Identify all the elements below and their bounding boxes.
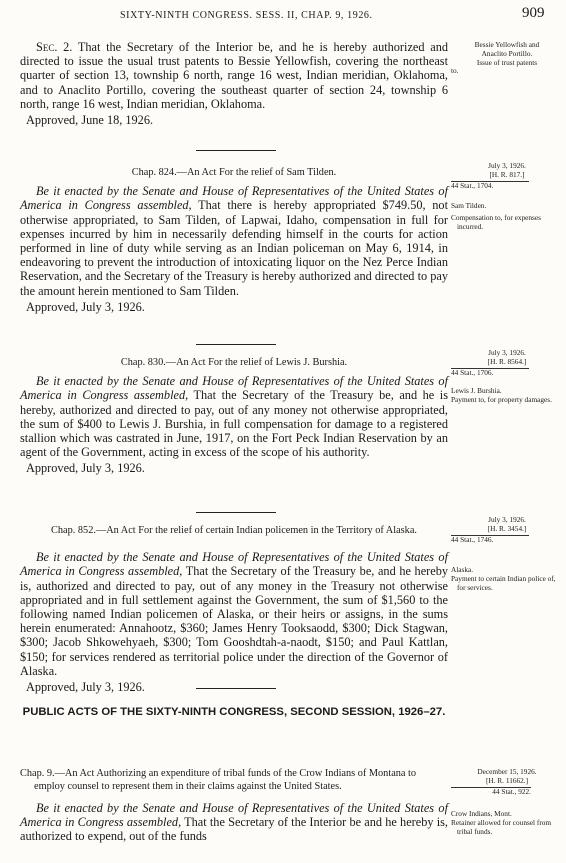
approval-date: Approved, June 18, 1926. <box>26 113 154 128</box>
divider-rule <box>196 344 276 345</box>
margin-subject: Alaska. <box>451 565 474 575</box>
enacting-clause: Be it enacted by the Senate and House of Representatives of the United States of America in Congress assembled, <box>20 801 448 830</box>
margin-note-chapter-824 <box>451 162 563 232</box>
chapter-text <box>20 550 448 678</box>
chapter-title: Chap. 9.—An Act Authorizing an expenditure of tribal funds of the Crow Indians of Montana to employ counsel to represent them in their claims against the United States. <box>20 768 417 792</box>
chapter-text <box>20 801 448 844</box>
margin-line: Anaclito Portillo. <box>481 48 533 58</box>
section-2-body: That the Secretary of the Interior be, and he is hereby authorized and directed to issue the usual trust patents to Bessie Yellowfish, covering the northeast quarter of section 13, township 6 north, range 16 west, Indian meridian, Oklahoma, and to Anaclito Portillo, covering the southeast quarter of section 24, township 6 north, range 16 west, Indian meridian, Oklahoma. <box>20 40 448 111</box>
margin-subject: Lewis J. Burshia. <box>451 386 502 396</box>
divider-rule <box>196 512 276 513</box>
enacting-clause: Be it enacted by the Senate and House of Representatives of the United States of America in Congress assembled, <box>20 550 448 579</box>
running-head: SIXTY-NINTH CONGRESS. SESS. II, CHAP. 9, 1926. <box>120 10 373 21</box>
margin-subject: Sam Tilden. <box>451 201 487 211</box>
margin-note: Payment to certain Indian police of, for services. <box>451 574 556 592</box>
margin-note-chapter-9 <box>451 768 563 837</box>
margin-note-section-2 <box>451 41 563 76</box>
approval-date: Approved, July 3, 1926. <box>26 680 145 695</box>
margin-date: July 3, 1926. <box>488 161 526 170</box>
chapter-title: Chap. 824.—An Act For the relief of Sam Tilden. <box>131 167 337 178</box>
margin-line: Issue of trust patents <box>476 57 538 67</box>
margin-date: July 3, 1926. <box>488 515 526 524</box>
margin-stat-citation: 44 Stat., 1706. <box>451 368 529 378</box>
page-number: 909 <box>522 5 545 21</box>
chapter-830 <box>20 356 448 476</box>
margin-stat-citation: 44 Stat., 1746. <box>451 535 529 545</box>
chapter-body: That the Secretary of the Treasury be, and he is hereby, authorized and directed to pay, out of any money not otherwise appropriated, the sum of $400 to Lewis J. Burshia, in full compensation for damage to a registered stallion which was castrated in June, 1917, on the Fort Peck Indian Reservation by an agent of the Government, acting in excess of the scope of his authority. <box>20 388 448 460</box>
margin-note: Retainer allowed for counsel from tribal funds. <box>451 818 552 836</box>
margin-stat-citation: 44 Stat., 922. <box>451 787 531 797</box>
margin-note: Payment to, for property damages. <box>451 395 552 405</box>
chapter-body: That the Secretary of the Interior be and he hereby is, authorized to expend, out of the funds <box>20 815 448 844</box>
approval-date: Approved, July 3, 1926. <box>26 299 145 314</box>
margin-note-chapter-852 <box>451 516 563 593</box>
chapter-852 <box>20 524 448 694</box>
section-2-text <box>20 40 448 111</box>
margin-line: to. <box>451 66 459 76</box>
chapter-text <box>20 184 448 298</box>
section-2 <box>20 40 448 127</box>
chapter-824 <box>20 166 448 314</box>
margin-bill-number: [H. R. 8564.] <box>487 356 527 366</box>
chapter-title: Chap. 852.—An Act For the relief of certain Indian policemen in the Territory of Alaska. <box>51 525 417 536</box>
section-label: Sec. 2. <box>36 40 73 54</box>
approval-date: Approved, July 3, 1926. <box>26 461 145 476</box>
chapter-body: That there is hereby appropriated $749.50, not otherwise appropriated, to Sam Tilden, of Lapwai, Idaho, compensation in full for expenses incurred by him in necessarily defending himself in the courts for action performed in line of duty while serving as an Indian policeman on May 6, 1914, in endeavoring to prevent the introduction of intoxicating liquor on the Nez Perce Indian Reservation, and the Secretary of the Treasury is hereby authorized and directed to pay the amount herein mentioned to Sam Tilden. <box>20 198 448 298</box>
chapter-title: Chap. 830.—An Act For the relief of Lewis J. Burshia. <box>120 357 348 368</box>
margin-note: Compensation to, for expenses incurred. <box>451 213 541 231</box>
chapter-9 <box>20 768 448 844</box>
divider-rule <box>196 688 276 689</box>
running-header <box>0 4 566 24</box>
divider-rule <box>196 150 276 151</box>
margin-bill-number: [H. R. 11662.] <box>485 775 529 785</box>
margin-bill-number: [H. R. 817.] <box>489 169 525 179</box>
chapter-text <box>20 374 448 459</box>
public-acts-heading: PUBLIC ACTS OF THE SIXTY-NINTH CONGRESS, SECOND SESSION, 1926–27. <box>22 706 446 718</box>
enacting-clause: Be it enacted by the Senate and House of Representatives of the United States of America in Congress assembled, <box>20 374 448 403</box>
margin-bill-number: [H. R. 3454.] <box>487 523 527 533</box>
margin-date: July 3, 1926. <box>488 348 526 357</box>
margin-subject: Crow Indians, Mont. <box>451 809 512 819</box>
margin-date: December 15, 1926. <box>477 767 537 776</box>
chapter-body: That the Secretary of the Treasury be, and he hereby is, authorized and directed to pay, out of any money in the Treasury not otherwise appropriated and in full settlement against the Government, the sum of $1,560 to the following named Indian policemen of Alaska, or their heirs or assigns, in the sums herein enumerated: Annahootz, $360; James Henry Tooksaodd, $300; Dick Stagwan, $300; Jacob Shkowehyaeh, $300; Tom Gooshdtah-a-naodt, $150; and Paul Kattlan, $150; for services rendered as territorial police under the direction of the Governor of Alaska. <box>20 564 448 678</box>
margin-line: Bessie Yellowfish and <box>474 40 540 49</box>
enacting-clause: Be it enacted by the Senate and House of Representatives of the United States of America in Congress assembled, <box>20 184 448 213</box>
margin-note-chapter-830 <box>451 349 563 405</box>
margin-stat-citation: 44 Stat., 1704. <box>451 181 529 191</box>
